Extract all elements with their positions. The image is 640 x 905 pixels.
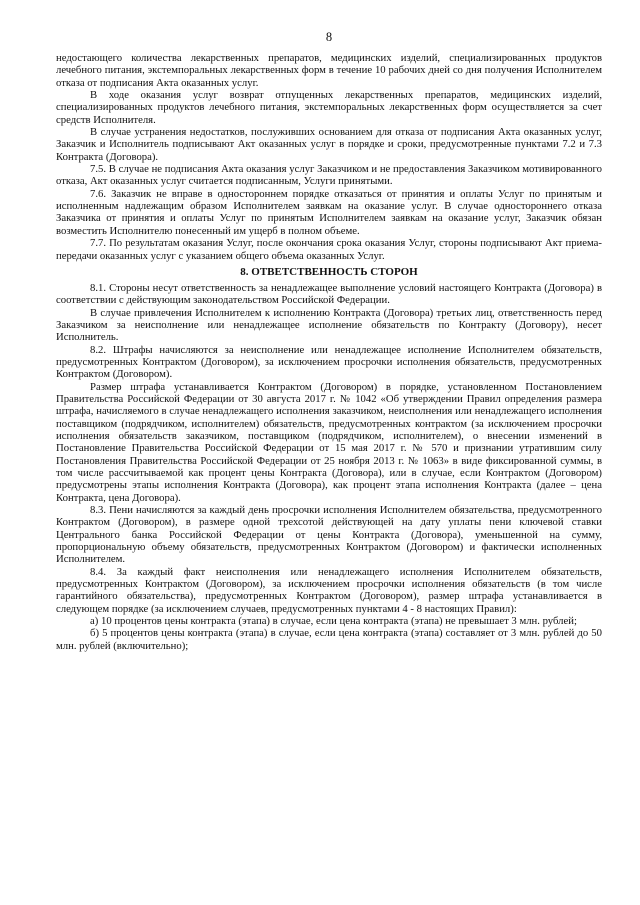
paragraph-7-7: 7.7. По результатам оказания Услуг, после окончания срока оказания Услуг, стороны подписывают Акт приема-передачи оказанных услуг с указанием общего объема оказанных Услуг. xyxy=(56,237,602,262)
paragraph: недостающего количества лекарственных препаратов, медицинских изделий, специализированных продуктов лечебного питания, экстемпоральных лекарственных форм в течение 10 рабочих дней со дня получения Исполнителем отказа от подписания Акта оказанных услуг. xyxy=(56,52,602,89)
paragraph: Размер штрафа устанавливается Контрактом (Договором) в порядке, установленном Постановлением Правительства Российской Федерации от 30 августа 2017 г. № 1042 «Об утверждении Правил определения размера штрафа, начисляемого в случае ненадлежащего исполнения заказчиком, неисполнения или ненадлежащего исполнения поставщиком (подрядчиком, исполнителем) обязательств, предусмотренных контрактом (за исключением просрочки исполнения обязательств заказчиком, поставщиком (подрядчиком, исполнителем), о внесении изменений в Постановление Правительства Российской Федерации от 15 мая 2017 г. № 570 и признании утратившим силу Постановления Правительства Российской Федерации от 25 ноября 2013 г. № 1063» в виде фиксированной суммы, в том числе рассчитываемой как процент цены Контракта (Договора), или в случае, если Контрактом (Договором) предусмотрены этапы исполнения Контракта (Договора), как процент этапа исполнения Контракта (далее – цена Контракта, цена Договора). xyxy=(56,380,602,504)
list-item-b: б) 5 процентов цены контракта (этапа) в случае, если цена контракта (этапа) составляет от 3 млн. рублей до 50 млн. рублей (включительно); xyxy=(56,627,602,652)
paragraph-8-2: 8.2. Штрафы начисляются за неисполнение или ненадлежащее исполнение Исполнителем обязательств, предусмотренных Контрактом (Договором), за исключением просрочки исполнения обязательств, предусмотренных Контрактом (Договором). xyxy=(56,343,602,381)
paragraph: В случае устранения недостатков, послуживших основанием для отказа от подписания Акта оказанных услуг, Заказчик и Исполнитель подписывают Акт оказанных услуг в порядке и сроки, предусмотренные пунктами 7.2 и 7.3 Контракта (Договора). xyxy=(56,126,602,163)
paragraph: В случае привлечения Исполнителем к исполнению Контракта (Договора) третьих лиц, ответственность перед Заказчиком за неисполнение или ненадлежащее исполнение обязательств по Контракту (Договору), несет Исполнитель. xyxy=(56,306,602,344)
paragraph: В ходе оказания услуг возврат отпущенных лекарственных препаратов, медицинских изделий, специализированных продуктов лечебного питания, экстемпоральных лекарственных форм осуществляется за счет средств Исполнителя. xyxy=(56,89,602,126)
list-item-a: а) 10 процентов цены контракта (этапа) в случае, если цена контракта (этапа) не превышает 3 млн. рублей; xyxy=(90,615,577,628)
section-heading: 8. ОТВЕТСТВЕННОСТЬ СТОРОН xyxy=(240,265,418,278)
paragraph-8-1: 8.1. Стороны несут ответственность за ненадлежащее выполнение условий настоящего Контракта (Договора) в соответствии с действующим законодательством Российской Федерации. xyxy=(56,281,602,307)
paragraph-8-3: 8.3. Пени начисляются за каждый день просрочки исполнения Исполнителем обязательства, предусмотренного Контрактом (Договором), в размере одной трехсотой действующей на дату уплаты пени ключевой ставки Центрального банка Российской Федерации от цены Контракта (Договора), уменьшенной на сумму, пропорциональную объему обязательств, предусмотренных Контрактом (Договором) и фактически исполненных Исполнителем. xyxy=(56,504,602,566)
paragraph-7-5: 7.5. В случае не подписания Акта оказания услуг Заказчиком и не предоставления Заказчиком мотивированного отказа, Акт оказанных услуг считается подписанным, Услуги принятыми. xyxy=(56,163,602,188)
paragraph-8-4: 8.4. За каждый факт неисполнения или ненадлежащего исполнения Исполнителем обязательств, предусмотренных Контрактом (Договором), за исключением просрочки исполнения обязательств (в том числе гарантийного обязательства), предусмотренных Контрактом (Договором), размер штрафа устанавливается в следующем порядке (за исключением случаев, предусмотренных пунктами 4 - 8 настоящих Правил): xyxy=(56,565,602,615)
paragraph-7-6: 7.6. Заказчик не вправе в одностороннем порядке отказаться от принятия и оплаты Услуг по принятым и исполненным надлежащим образом Исполнителем заявкам на оказание услуг. В случае одностороннего отказа Заказчика от принятия и оплаты Услуг по принятым Исполнителем заявкам на оказание услуг, Заказчик обязан возместить Исполнителю понесенный им ущерб в полном объеме. xyxy=(56,187,602,237)
page-number: 8 xyxy=(325,30,333,44)
